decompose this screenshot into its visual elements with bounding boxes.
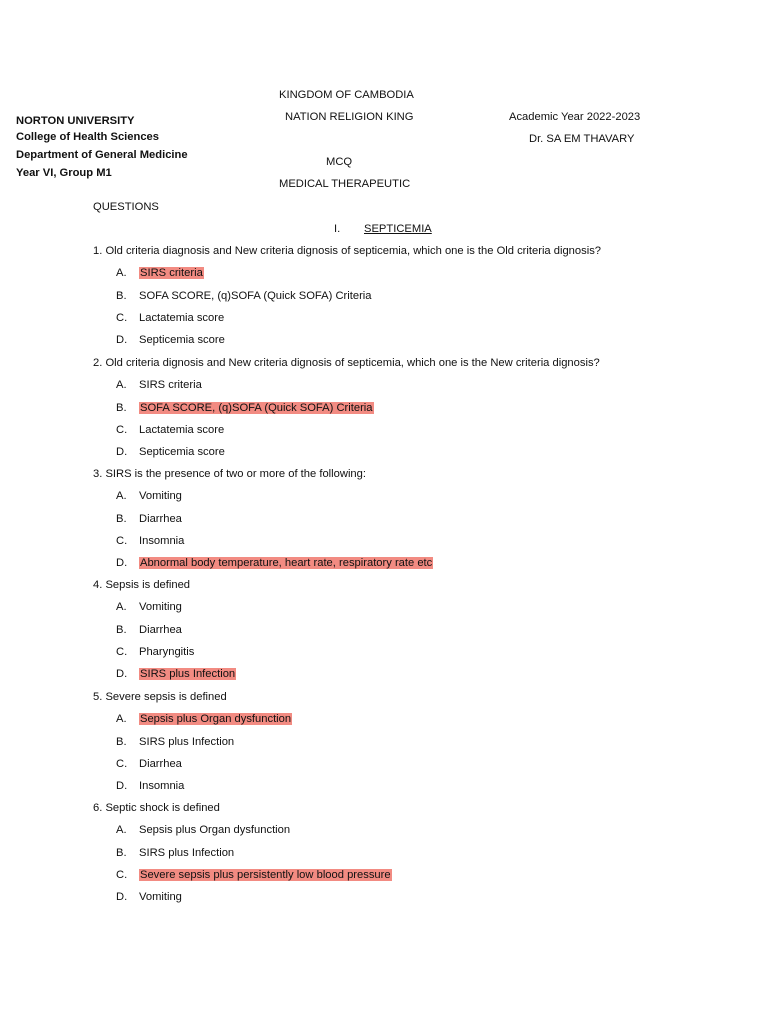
- option-text: [139, 645, 194, 659]
- option-letter: A.: [116, 490, 127, 502]
- option-label: Diarrhea: [139, 513, 182, 525]
- option-label: Lactatemia score: [139, 424, 225, 436]
- option-label: Septicemia score: [139, 334, 225, 346]
- option-label: Pharyngitis: [139, 646, 195, 658]
- question-text: 1. Old criteria diagnosis and New criteria dignosis of septicemia, which one is the Old criteria dignosis?: [93, 245, 602, 257]
- option-letter: A.: [116, 824, 127, 836]
- option-label: SIRS plus Infection: [139, 736, 235, 748]
- option-label: Vomiting: [139, 601, 182, 613]
- option-text: [139, 311, 224, 325]
- option-text-highlighted-answer: [139, 667, 236, 681]
- option-letter: B.: [116, 847, 127, 859]
- option-text-highlighted-answer: [139, 556, 433, 570]
- option-text: [139, 534, 184, 548]
- question-text: 3. SIRS is the presence of two or more of the following:: [93, 468, 366, 480]
- option-label: SIRS plus Infection: [139, 847, 235, 859]
- question-text: 4. Sepsis is defined: [93, 579, 191, 591]
- option-letter: D.: [116, 334, 128, 346]
- option-text: [139, 823, 290, 837]
- motto-heading: NATION RELIGION KING: [285, 111, 414, 123]
- department-name: Department of General Medicine: [16, 149, 188, 161]
- option-label: Diarrhea: [139, 758, 182, 770]
- answer-highlight: SOFA SCORE, (q)SOFA (Quick SOFA) Criteria: [140, 402, 373, 414]
- option-text: [139, 623, 182, 637]
- option-label: SOFA SCORE, (q)SOFA (Quick SOFA) Criteria: [139, 290, 372, 302]
- option-text: [139, 757, 182, 771]
- option-label: Vomiting: [139, 490, 182, 502]
- lecturer-name: Dr. SA EM THAVARY: [529, 133, 635, 145]
- option-label: SIRS criteria: [139, 379, 202, 391]
- option-text: [139, 890, 182, 904]
- option-letter: D.: [116, 557, 128, 569]
- option-label: Diarrhea: [139, 624, 182, 636]
- questions-label: QUESTIONS: [93, 201, 159, 213]
- option-text-highlighted-answer: [139, 868, 392, 882]
- option-text: [139, 445, 225, 459]
- option-letter: C.: [116, 869, 128, 881]
- answer-highlight: Sepsis plus Organ dysfunction: [140, 713, 292, 725]
- answer-highlight: SIRS criteria: [140, 267, 203, 279]
- question-text: 2. Old criteria dignosis and New criteria dignosis of septicemia, which one is the New criteria dignosis?: [93, 357, 600, 369]
- option-letter: C.: [116, 758, 128, 770]
- option-letter: C.: [116, 646, 128, 658]
- option-text: [139, 289, 372, 303]
- option-letter: B.: [116, 402, 127, 414]
- option-label: Insomnia: [139, 780, 185, 792]
- option-letter: B.: [116, 624, 127, 636]
- option-letter: A.: [116, 713, 127, 725]
- option-text: [139, 846, 234, 860]
- option-text: [139, 333, 225, 347]
- option-text-highlighted-answer: [139, 266, 204, 280]
- option-text: [139, 512, 182, 526]
- option-letter: A.: [116, 379, 127, 391]
- option-letter: A.: [116, 267, 127, 279]
- year-group: Year VI, Group M1: [16, 167, 112, 179]
- question-text: 5. Severe sepsis is defined: [93, 691, 227, 703]
- option-label: Septicemia score: [139, 446, 225, 458]
- section-title: SEPTICEMIA: [364, 223, 432, 235]
- option-letter: D.: [116, 780, 128, 792]
- option-letter: D.: [116, 891, 128, 903]
- option-letter: B.: [116, 290, 127, 302]
- college-name: College of Health Sciences: [16, 131, 159, 143]
- section-number: I.: [334, 223, 341, 235]
- university-name: NORTON UNIVERSITY: [16, 115, 135, 127]
- option-text: [139, 735, 234, 749]
- option-letter: A.: [116, 601, 127, 613]
- option-text: [139, 779, 184, 793]
- option-text: [139, 600, 182, 614]
- option-text: [139, 423, 224, 437]
- option-label: Lactatemia score: [139, 312, 225, 324]
- option-letter: B.: [116, 736, 127, 748]
- option-letter: C.: [116, 535, 128, 547]
- option-letter: D.: [116, 668, 128, 680]
- option-label: Insomnia: [139, 535, 185, 547]
- option-label: Vomiting: [139, 891, 182, 903]
- option-text-highlighted-answer: [139, 712, 292, 726]
- option-text-highlighted-answer: [139, 401, 374, 415]
- academic-year: Academic Year 2022-2023: [509, 111, 641, 123]
- option-letter: B.: [116, 513, 127, 525]
- answer-highlight: Abnormal body temperature, heart rate, respiratory rate etc: [140, 557, 433, 569]
- kingdom-heading: KINGDOM OF CAMBODIA: [279, 89, 414, 101]
- answer-highlight: SIRS plus Infection: [140, 668, 236, 680]
- mcq-heading: MCQ: [326, 156, 353, 168]
- option-letter: D.: [116, 446, 128, 458]
- option-letter: C.: [116, 424, 128, 436]
- subject-heading: MEDICAL THERAPEUTIC: [279, 178, 411, 190]
- option-letter: C.: [116, 312, 128, 324]
- option-text: [139, 489, 182, 503]
- option-text: [139, 378, 202, 392]
- option-label: Sepsis plus Organ dysfunction: [139, 824, 291, 836]
- answer-highlight: Severe sepsis plus persistently low blood pressure: [140, 869, 391, 881]
- question-text: 6. Septic shock is defined: [93, 802, 220, 814]
